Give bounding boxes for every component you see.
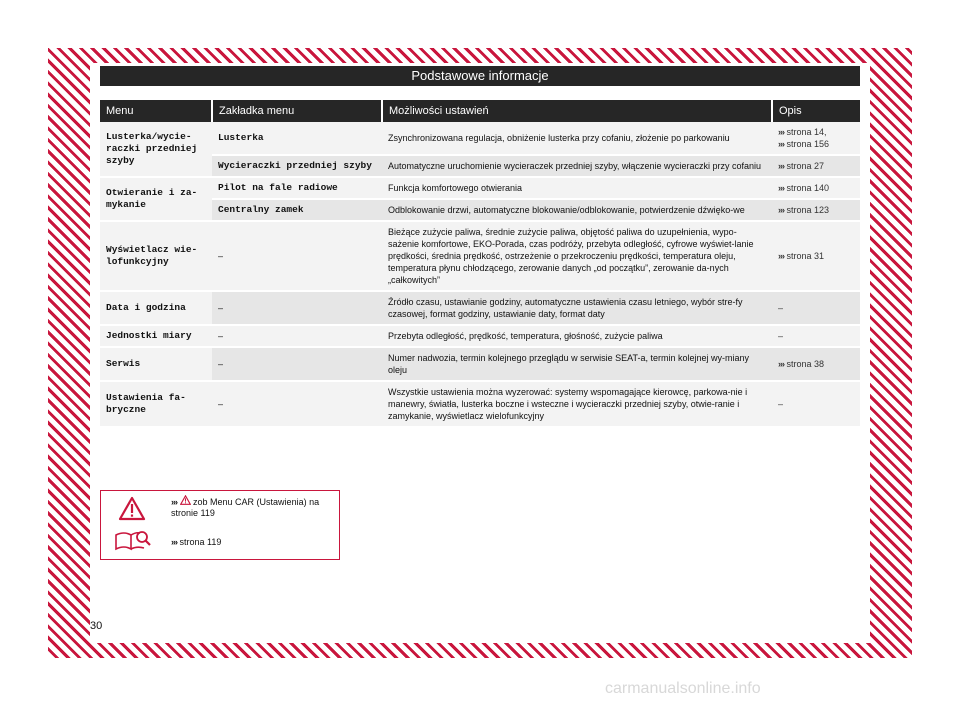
- arrow-glyph: ›››: [778, 139, 784, 149]
- reference-cell: –: [772, 291, 860, 325]
- table-row: [100, 347, 860, 381]
- page: [90, 63, 870, 643]
- menu-cell: Ustawienia fa- bryczne: [100, 381, 212, 427]
- table-row: [100, 291, 860, 325]
- tab-cell: –: [212, 347, 382, 381]
- tab-cell: Centralny zamek: [212, 199, 382, 221]
- warning-triangle-icon: [118, 496, 146, 521]
- arrow-glyph: ›››: [778, 161, 784, 171]
- reference-cell: –: [772, 381, 860, 427]
- page-title: Podstawowe informacje: [100, 66, 860, 86]
- options-cell: Zsynchronizowana regulacja, obniżenie lusterka przy cofaniu, złożenie po parkowaniu: [382, 122, 772, 155]
- menu-cell: Otwieranie i za- mykanie: [100, 177, 212, 221]
- table-row: [100, 155, 860, 177]
- menu-cell: Lusterka/wycie- raczki przedniej szyby: [100, 122, 212, 177]
- tab-cell: –: [212, 291, 382, 325]
- arrow-glyph: ›››: [778, 183, 784, 193]
- footer-watermark: carmanualsonline.info: [605, 680, 761, 697]
- reference-cell: –: [772, 325, 860, 347]
- arrow-glyph: ›››: [778, 205, 784, 215]
- arrow-glyph: ›››: [171, 497, 177, 507]
- page-link-text: strona 140: [786, 183, 830, 193]
- options-cell: Funkcja komfortowego otwierania: [382, 177, 772, 199]
- options-cell: Źródło czasu, ustawianie godziny, automatyczne ustawienia czasu letniego, wybór stre-fy czasowej, format godziny, ustawianie daty, format daty: [382, 291, 772, 325]
- page-reference[interactable]: [171, 537, 221, 548]
- header-menu: Menu: [100, 100, 212, 122]
- options-cell: Automatyczne uruchomienie wycieraczek przedniej szyby, włączenie wycieraczki przy cofaniu: [382, 155, 772, 177]
- menu-cell: Jednostki miary: [100, 325, 212, 347]
- reference-cell[interactable]: [772, 177, 860, 199]
- reference-cell[interactable]: [772, 347, 860, 381]
- page-link-text: strona 31: [786, 251, 825, 261]
- header-options: Możliwości ustawień: [382, 100, 772, 122]
- page-link-text: strona 123: [786, 205, 830, 215]
- table-row: [100, 122, 860, 155]
- reference-cell[interactable]: [772, 155, 860, 177]
- page-link-text: strona 38: [786, 359, 825, 369]
- tab-cell: Wycieraczki przedniej szyby: [212, 155, 382, 177]
- table-body: [100, 122, 860, 427]
- options-cell: Wszystkie ustawienia można wyzerować: systemy wspomagające kierowcę, parkowa-nie i manewry, światła, lusterka boczne i wsteczne i wycieraczki przedniej szyby, otwie-ranie i zamykanie, wyświetlacz wielofunkcyjny: [382, 381, 772, 427]
- table-header-row: [100, 100, 860, 122]
- header-tab: Zakładka menu: [212, 100, 382, 122]
- page-link-text: strona 27: [786, 161, 825, 171]
- table-row: [100, 199, 860, 221]
- note-box: [100, 490, 340, 560]
- page-link-text: strona 14,: [786, 127, 827, 137]
- reference-cell[interactable]: [772, 199, 860, 221]
- tab-cell: –: [212, 325, 382, 347]
- options-cell: Przebyta odległość, prędkość, temperatura, głośność, zużycie paliwa: [382, 325, 772, 347]
- page-link[interactable]: [778, 126, 854, 138]
- inline-warning-icon: [180, 497, 191, 507]
- warning-reference-text: zob Menu CAR (Ustawienia) na stronie 119: [171, 497, 320, 518]
- page-link[interactable]: [778, 250, 854, 262]
- tab-cell: Lusterka: [212, 122, 382, 155]
- tab-cell: –: [212, 381, 382, 427]
- table-row: [100, 221, 860, 291]
- menu-cell: Wyświetlacz wie- lofunkcyjny: [100, 221, 212, 291]
- page-link[interactable]: [778, 358, 854, 370]
- table-row: [100, 381, 860, 427]
- settings-table: [100, 100, 860, 428]
- arrow-glyph: ›››: [778, 359, 784, 369]
- menu-cell: Data i godzina: [100, 291, 212, 325]
- table-row: [100, 177, 860, 199]
- arrow-glyph: ›››: [778, 127, 784, 137]
- page-link[interactable]: [778, 204, 854, 216]
- table-row: [100, 325, 860, 347]
- menu-cell: Serwis: [100, 347, 212, 381]
- page-link-text: strona 156: [786, 139, 830, 149]
- options-cell: Odblokowanie drzwi, automatyczne blokowanie/odblokowanie, potwierdzenie dźwięko-we: [382, 199, 772, 221]
- page-link[interactable]: [778, 182, 854, 194]
- page-number: 30: [90, 620, 103, 632]
- warning-reference[interactable]: [171, 495, 336, 519]
- arrow-glyph: ›››: [171, 537, 177, 547]
- arrow-glyph: ›››: [778, 251, 784, 261]
- options-cell: Numer nadwozia, termin kolejnego przeglądu w serwisie SEAT-a, termin kolejnej wy-miany oleju: [382, 347, 772, 381]
- page-reference-text: strona 119: [179, 537, 222, 547]
- tab-cell: –: [212, 221, 382, 291]
- tab-cell: Pilot na fale radiowe: [212, 177, 382, 199]
- reference-cell[interactable]: [772, 221, 860, 291]
- page-link[interactable]: [778, 138, 854, 150]
- page-link[interactable]: [778, 160, 854, 172]
- header-description: Opis: [772, 100, 860, 122]
- reference-cell[interactable]: [772, 122, 860, 155]
- options-cell: Bieżące zużycie paliwa, średnie zużycie paliwa, objętość paliwa do uzupełnienia, wypo-sażenie komfortowe, EKO-Porada, czas podróży, przebyta odległość, cyfrowe wyświet-lanie prędkości, średnia prędkość, ostrzeżenie o przekroczeniu prędkości, temperatura oleju, temperatura płynu chłodzącego, zerowanie danych „od początku”, zerowanie da-nych „całkowitych”: [382, 221, 772, 291]
- book-magnifier-icon: [114, 529, 152, 551]
